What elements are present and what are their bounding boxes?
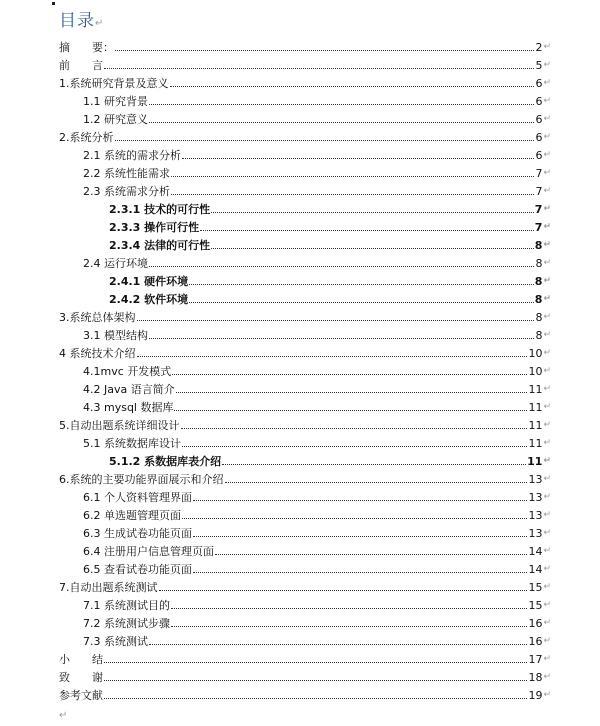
paragraph-mark: ↵ — [543, 366, 551, 376]
paragraph-mark: ↵ — [543, 276, 551, 286]
toc-entry[interactable] — [59, 360, 551, 378]
toc-entry[interactable] — [59, 270, 551, 288]
paragraph-mark: ↵ — [543, 312, 551, 322]
dot-leader — [149, 265, 534, 267]
paragraph-mark: ↵ — [543, 564, 551, 574]
toc-entry[interactable] — [59, 558, 551, 576]
toc-entry-page-number: 7 — [535, 167, 543, 180]
toc-entry-label: 6.系统的主要功能界面展示和介绍 — [59, 473, 224, 486]
toc-entry-page-number: 8 — [535, 257, 543, 270]
paragraph-mark: ↵ — [543, 150, 551, 160]
toc-entry-label: 2.4.2 软件环境 — [109, 293, 189, 306]
toc-entry-label: 6.1 个人资料管理界面 — [83, 491, 192, 504]
paragraph-mark: ↵ — [543, 654, 551, 664]
toc-entry[interactable] — [59, 108, 551, 126]
dot-leader — [115, 139, 535, 141]
toc-entry-label: 致 谢 — [59, 671, 103, 684]
paragraph-mark: ↵ — [543, 96, 551, 106]
paragraph-mark: ↵ — [543, 636, 551, 646]
paragraph-mark: ↵ — [543, 168, 551, 178]
toc-entry-page-number: 11 — [528, 437, 543, 450]
toc-entry-label: 4.3 mysql 数据库 — [83, 401, 174, 414]
toc-entry[interactable] — [59, 306, 551, 324]
paragraph-mark: ↵ — [543, 492, 551, 502]
dot-leader — [200, 229, 534, 231]
toc-entry-label: 6.2 单选题管理页面 — [83, 509, 181, 522]
toc-entry-page-number: 13 — [528, 491, 543, 504]
dot-leader — [174, 409, 527, 411]
toc-entry[interactable] — [59, 162, 551, 180]
toc-entry-label: 6.3 生成试卷功能页面 — [83, 527, 192, 540]
toc-entry[interactable] — [59, 324, 551, 342]
toc-entry-page-number: 10 — [528, 365, 543, 378]
paragraph-mark: ↵ — [543, 690, 551, 700]
paragraph-mark: ↵ — [543, 546, 551, 556]
toc-entry-page-number: 11 — [528, 419, 543, 432]
toc-entry-label: 1.1 研究背景 — [83, 95, 148, 108]
paragraph-mark: ↵ — [543, 474, 551, 484]
table-of-contents — [59, 36, 551, 702]
toc-entry-page-number: 11 — [528, 383, 543, 396]
dot-leader — [182, 445, 527, 447]
toc-entry-label: 2.3.3 操作可行性 — [109, 221, 200, 234]
paragraph-mark: ↵ — [543, 114, 551, 124]
dot-leader — [182, 157, 534, 159]
paragraph-mark: ↵ — [543, 672, 551, 682]
toc-entry-page-number: 13 — [528, 473, 543, 486]
toc-entry-page-number: 8 — [534, 293, 543, 306]
paragraph-mark: ↵ — [543, 60, 551, 70]
toc-entry[interactable] — [59, 72, 551, 90]
toc-entry-label: 2.4.1 硬件环境 — [109, 275, 189, 288]
toc-entry-label: 1.2 研究意义 — [83, 113, 148, 126]
toc-entry-label: 4.2 Java 语言简介 — [83, 383, 175, 396]
toc-entry-page-number: 8 — [534, 239, 543, 252]
dot-leader — [137, 355, 528, 357]
dot-leader — [104, 697, 527, 699]
toc-entry[interactable] — [59, 486, 551, 504]
toc-entry[interactable] — [59, 288, 551, 306]
dot-leader — [171, 607, 527, 609]
dot-leader — [181, 427, 528, 429]
toc-entry[interactable] — [59, 198, 551, 216]
anchor-mark — [52, 2, 55, 5]
toc-entry-label: 2.3.1 技术的可行性 — [109, 203, 211, 216]
paragraph-mark: ↵ — [543, 438, 551, 448]
dot-leader — [149, 337, 534, 339]
toc-entry-label: 1.系统研究背景及意义 — [59, 77, 169, 90]
dot-leader — [222, 463, 526, 465]
paragraph-mark: ↵ — [543, 384, 551, 394]
paragraph-mark: ↵ — [543, 222, 551, 232]
dot-leader — [104, 661, 527, 663]
toc-entry-label: 7.自动出题系统测试 — [59, 581, 158, 594]
toc-entry-page-number: 6 — [535, 131, 543, 144]
dot-leader — [137, 319, 535, 321]
toc-entry-page-number: 6 — [535, 95, 543, 108]
paragraph-mark: ↵ — [543, 348, 551, 358]
dot-leader — [225, 481, 528, 483]
toc-entry[interactable] — [59, 630, 551, 648]
toc-entry-label: 4 系统技术介绍 — [59, 347, 136, 360]
dot-leader — [176, 391, 528, 393]
paragraph-mark: ↵ — [543, 330, 551, 340]
toc-entry-label: 2.1 系统的需求分析 — [83, 149, 181, 162]
toc-entry-label: 2.3.4 法律的可行性 — [109, 239, 211, 252]
toc-entry-page-number: 6 — [535, 77, 543, 90]
toc-entry[interactable] — [59, 612, 551, 630]
paragraph-mark: ↵ — [543, 618, 551, 628]
toc-entry-label: 3.1 模型结构 — [83, 329, 148, 342]
paragraph-mark: ↵ — [543, 42, 551, 52]
toc-entry[interactable] — [59, 468, 551, 486]
dot-leader — [189, 283, 534, 285]
dot-leader — [104, 67, 534, 69]
toc-entry-page-number: 8 — [535, 329, 543, 342]
toc-entry-page-number: 8 — [535, 311, 543, 324]
paragraph-mark: ↵ — [543, 510, 551, 520]
toc-entry-label: 4.1mvc 开发模式 — [83, 365, 172, 378]
toc-entry-page-number: 5 — [535, 59, 543, 72]
toc-entry[interactable] — [59, 234, 551, 252]
toc-entry[interactable] — [59, 216, 551, 234]
paragraph-mark: ↵ — [543, 528, 551, 538]
toc-entry-page-number: 15 — [528, 581, 543, 594]
toc-entry[interactable] — [59, 90, 551, 108]
toc-entry[interactable] — [59, 594, 551, 612]
toc-entry-page-number: 13 — [528, 527, 543, 540]
dot-leader — [171, 625, 527, 627]
toc-entry[interactable] — [59, 414, 551, 432]
dot-leader — [149, 121, 534, 123]
toc-entry[interactable] — [59, 432, 551, 450]
paragraph-mark: ↵ — [543, 600, 551, 610]
toc-entry[interactable] — [59, 252, 551, 270]
paragraph-mark: ↵ — [59, 710, 68, 721]
toc-entry-label: 2.系统分析 — [59, 131, 114, 144]
paragraph-mark: ↵ — [543, 204, 551, 214]
toc-entry-page-number: 6 — [535, 149, 543, 162]
toc-entry-page-number: 19 — [528, 689, 543, 702]
toc-entry-page-number: 7 — [534, 203, 543, 216]
toc-entry[interactable] — [59, 342, 551, 360]
toc-entry[interactable] — [59, 540, 551, 558]
toc-entry-label: 5.自动出题系统详细设计 — [59, 419, 180, 432]
toc-entry-page-number: 17 — [528, 653, 543, 666]
dot-leader — [149, 103, 534, 105]
toc-entry-page-number: 2 — [535, 41, 543, 54]
dot-leader — [115, 49, 534, 51]
dot-leader — [170, 85, 535, 87]
toc-entry-page-number: 6 — [535, 113, 543, 126]
paragraph-mark: ↵ — [95, 18, 105, 29]
toc-entry-label: 摘 要： — [59, 41, 114, 54]
toc-entry[interactable] — [59, 522, 551, 540]
toc-entry[interactable] — [59, 450, 551, 468]
toc-entry-page-number: 11 — [528, 401, 543, 414]
toc-title — [59, 6, 104, 31]
paragraph-mark: ↵ — [543, 240, 551, 250]
toc-entry[interactable] — [59, 648, 551, 666]
toc-entry-label: 2.2 系统性能需求 — [83, 167, 170, 180]
dot-leader — [104, 679, 527, 681]
dot-leader — [171, 193, 534, 195]
paragraph-mark: ↵ — [543, 402, 551, 412]
toc-entry-label: 7.3 系统测试 — [83, 635, 148, 648]
dot-leader — [171, 175, 534, 177]
dot-leader — [149, 643, 527, 645]
toc-entry-page-number: 16 — [528, 617, 543, 630]
paragraph-mark: ↵ — [543, 258, 551, 268]
toc-entry-label: 2.4 运行环境 — [83, 257, 148, 270]
toc-entry-label: 前 言 — [59, 59, 103, 72]
dot-leader — [172, 373, 527, 375]
toc-entry-page-number: 15 — [528, 599, 543, 612]
toc-entry-label: 7.2 系统测试步骤 — [83, 617, 170, 630]
paragraph-mark: ↵ — [543, 186, 551, 196]
toc-entry[interactable] — [59, 144, 551, 162]
toc-entry-label: 7.1 系统测试目的 — [83, 599, 170, 612]
paragraph-mark: ↵ — [543, 78, 551, 88]
toc-entry[interactable] — [59, 576, 551, 594]
paragraph-mark: ↵ — [543, 582, 551, 592]
paragraph-mark: ↵ — [543, 294, 551, 304]
paragraph-mark: ↵ — [543, 420, 551, 430]
dot-leader — [193, 499, 527, 501]
toc-entry-label: 小 结 — [59, 653, 103, 666]
toc-entry-page-number: 7 — [534, 221, 543, 234]
toc-entry-label: 6.4 注册用户信息管理页面 — [83, 545, 214, 558]
toc-title-text: 目录 — [59, 11, 95, 31]
dot-leader — [211, 247, 534, 249]
paragraph-mark: ↵ — [543, 132, 551, 142]
toc-entry[interactable] — [59, 180, 551, 198]
toc-entry-page-number: 14 — [528, 545, 543, 558]
toc-entry-page-number: 13 — [528, 509, 543, 522]
toc-entry-page-number: 10 — [528, 347, 543, 360]
toc-entry[interactable] — [59, 126, 551, 144]
toc-entry[interactable] — [59, 666, 551, 684]
dot-leader — [215, 553, 527, 555]
toc-entry-page-number: 7 — [535, 185, 543, 198]
toc-entry[interactable] — [59, 684, 551, 702]
dot-leader — [193, 535, 527, 537]
paragraph-mark: ↵ — [543, 456, 551, 466]
toc-entry[interactable] — [59, 504, 551, 522]
toc-entry-label: 5.1 系统数据库设计 — [83, 437, 181, 450]
dot-leader — [211, 211, 534, 213]
toc-entry-label: 3.系统总体架构 — [59, 311, 136, 324]
dot-leader — [193, 571, 527, 573]
toc-entry-label: 2.3 系统需求分析 — [83, 185, 170, 198]
dot-leader — [189, 301, 534, 303]
toc-entry-page-number: 18 — [528, 671, 543, 684]
dot-leader — [182, 517, 527, 519]
toc-entry-label: 6.5 查看试卷功能页面 — [83, 563, 192, 576]
toc-entry[interactable] — [59, 36, 551, 54]
toc-entry-page-number: 16 — [528, 635, 543, 648]
toc-entry-page-number: 11 — [527, 455, 543, 468]
toc-entry-page-number: 8 — [534, 275, 543, 288]
toc-entry-page-number: 14 — [528, 563, 543, 576]
toc-entry[interactable] — [59, 396, 551, 414]
toc-entry[interactable] — [59, 54, 551, 72]
toc-entry-label: 参考文献 — [59, 689, 103, 702]
toc-entry[interactable] — [59, 378, 551, 396]
toc-entry-label: 5.1.2 系数据库表介绍 — [109, 455, 222, 468]
dot-leader — [159, 589, 528, 591]
